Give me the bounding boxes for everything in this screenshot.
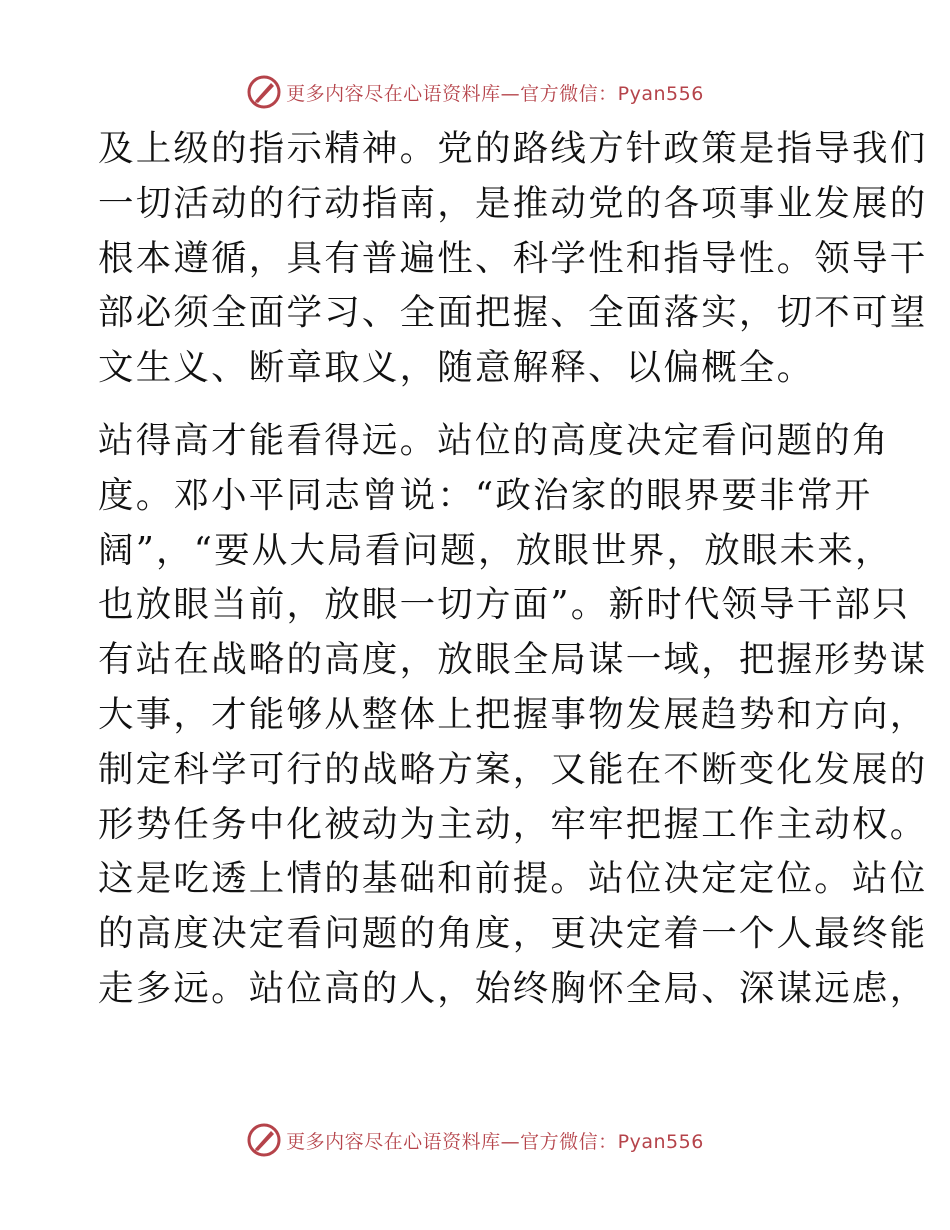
text-line: 及上级的指示精神。党的路线方针政策是指导我们 [98,128,928,169]
footer-watermark-text: 更多内容尽在心语资料库—官方微信：Pyan556 [286,1130,704,1153]
paragraph-1 [98,122,928,396]
text-line: 制定科学可行的战略方案，又能在不断变化发展的 [98,748,928,790]
text-line: 形势任务中化被动为主动，牢牢把握工作主动权。 [98,803,928,845]
quill-logo-icon [246,1122,282,1158]
text-line: 阔”，“要从大局看问题，放眼世界，放眼未来， [98,529,893,571]
header-watermark-text: 更多内容尽在心语资料库—官方微信：Pyan556 [286,82,704,105]
text-line: 度。邓小平同志曾说：“政治家的眼界要非常开 [98,474,873,516]
text-line: 根本遵循，具有普遍性、科学性和指导性。领导干 [98,237,928,279]
text-line: 大事，才能够从整体上把握事物发展趋势和方向， [98,693,928,735]
text-line: 走多远。站位高的人，始终胸怀全局、深谋远虑， [98,967,928,1009]
text-line: 站得高才能看得远。站位的高度决定看问题的角 [98,419,890,461]
text-line: 文生义、断章取义，随意解释、以偏概全。 [98,347,815,389]
text-line: 这是吃透上情的基础和前提。站位决定定位。站位 [98,858,928,900]
header-watermark [0,72,950,112]
paragraph-gap [98,396,858,414]
text-line: 有站在战略的高度，放眼全局谋一域，把握形势谋 [98,639,928,681]
text-line: 也放眼当前，放眼一切方面”。新时代领导干部只 [98,584,911,626]
quill-logo-icon [246,74,282,110]
document-body [98,122,928,1017]
text-line: 部必须全面学习、全面把握、全面落实，切不可望 [98,292,928,334]
text-line: 一切活动的行动指南，是推动党的各项事业发展的 [98,182,928,224]
paragraph-2 [98,414,928,1017]
text-line: 的高度决定看问题的角度，更决定着一个人最终能 [98,913,928,955]
footer-watermark [0,1120,950,1160]
